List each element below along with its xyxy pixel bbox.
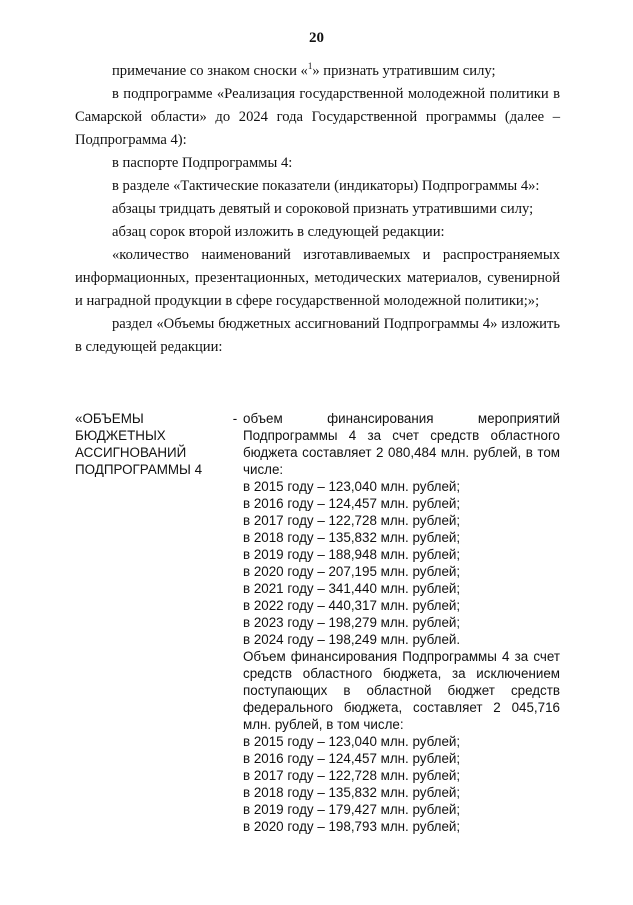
section-label-line: «ОБЪЕМЫ <box>75 411 144 426</box>
funding-intro-excl-federal: Объем финансирования Подпрограммы 4 за счет средств областного бюджета, за исключением поступающих в областной бюджет средств федерального бюджета, составляет 2 045,716 млн. рублей, в том числе: <box>243 649 560 732</box>
section-content <box>243 410 560 835</box>
funding-year-line: в 2017 году – 122,728 млн. рублей; <box>243 513 461 528</box>
funding-year-line: в 2019 году – 188,948 млн. рублей; <box>243 547 461 562</box>
paragraph-section-budget: раздел «Объемы бюджетных ассигнований Подпрограммы 4» изложить в следующей редакции: <box>75 316 560 355</box>
paragraph-section-indicators: в разделе «Тактические показатели (индикаторы) Подпрограммы 4»: <box>112 178 540 194</box>
funding-year-line: в 2022 году – 440,317 млн. рублей; <box>243 598 461 613</box>
funding-year-line: в 2017 году – 122,728 млн. рублей; <box>243 768 461 783</box>
footnote-superscript: 1 <box>307 61 313 72</box>
p1-text-before: примечание со знаком сноски « <box>112 63 308 79</box>
funding-year-line: в 2021 году – 341,440 млн. рублей; <box>243 581 461 596</box>
section-label-line: ПОДПРОГРАММЫ 4 <box>75 462 203 477</box>
section-label-line: БЮДЖЕТНЫХ <box>75 428 166 443</box>
paragraph-abzats-42: абзац сорок второй изложить в следующей редакции: <box>112 224 445 240</box>
budget-section-table <box>75 410 560 835</box>
funding-year-line: в 2018 году – 135,832 млн. рублей; <box>243 530 461 545</box>
paragraph-subprogram: в подпрограмме «Реализация государственной молодежной политики в Самарской области» до 2024 года Государственной программы (далее – Подпрограмма 4): <box>75 86 560 148</box>
paragraph-footnote-note <box>75 60 560 83</box>
body-text <box>75 60 560 359</box>
funding-intro-total: объем финансирования мероприятий Подпрограммы 4 за счет средств областного бюджета составляет 2 080,484 млн. рублей, в том числе: <box>243 411 560 477</box>
funding-year-line: в 2015 году – 123,040 млн. рублей; <box>243 479 461 494</box>
section-label <box>75 410 227 835</box>
funding-year-line: в 2023 году – 198,279 млн. рублей; <box>243 615 461 630</box>
section-dash: - <box>232 411 238 426</box>
paragraph-abzats-39-40: абзацы тридцать девятый и сороковой признать утратившими силу; <box>112 201 534 217</box>
funding-year-line: в 2019 году – 179,427 млн. рублей; <box>243 802 461 817</box>
funding-year-line: в 2018 году – 135,832 млн. рублей; <box>243 785 461 800</box>
paragraph-quoted-indicator: «количество наименований изготавливаемых и распространяемых информационных, презентационных, методических материалов, сувенирной и наградной продукции в сфере государственной молодежной политики;»; <box>75 247 560 309</box>
funding-year-line: в 2024 году – 198,249 млн. рублей. <box>243 632 461 647</box>
p1-text-after: » признать утратившим силу; <box>312 63 496 79</box>
funding-year-line: в 2020 году – 207,195 млн. рублей; <box>243 564 461 579</box>
funding-year-line: в 2015 году – 123,040 млн. рублей; <box>243 734 461 749</box>
page-number: 20 <box>309 30 324 46</box>
funding-year-line: в 2020 году – 198,793 млн. рублей; <box>243 819 461 834</box>
paragraph-passport: в паспорте Подпрограммы 4: <box>112 155 293 171</box>
funding-year-line: в 2016 году – 124,457 млн. рублей; <box>243 751 461 766</box>
funding-year-line: в 2016 году – 124,457 млн. рублей; <box>243 496 461 511</box>
section-label-line: АССИГНОВАНИЙ <box>75 445 187 460</box>
